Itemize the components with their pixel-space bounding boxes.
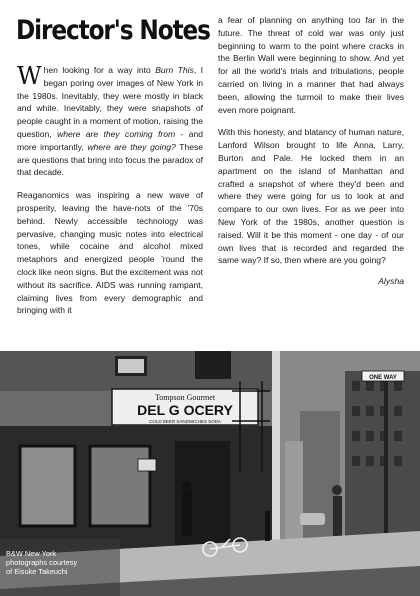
reaganomics-paragraph: Reaganomics was inspiring a new wave of prosperity, leaving the have-nots of the '70s behind. Newly accessible technology was pervasive, changing music notes into electrical tones, while cocaine and alcohol mixed metaphors and energized people 'round the clock like neon signs. But the excitement was not without its sacrifice. AIDS was running rampant, claiming lives from every demographic and bringing with it — [17, 190, 203, 316]
honesty-paragraph: With this honesty, and blatancy of human nature, Lanford Wilson brought to life Anna, Larry, Burton and Pale. He locked them in an apartment on the island of Manhattan and crafted a snapshot of where they'd been and where they were going for us to look at and compare to our own lives. For as we peer into New York of the 1980s, another question is raised. Will it be this moment - one day - of our own lives that is recorded and regarded the same way? If so, then where are you going? — [218, 127, 404, 266]
svg-text:ONE WAY: ONE WAY — [369, 375, 397, 381]
right-column — [218, 14, 404, 288]
drop-cap: W — [17, 62, 42, 90]
page-title: Director's Notes — [16, 15, 210, 46]
street-pole — [384, 371, 388, 561]
play-title: Burn This — [155, 65, 194, 75]
sign-sub-text: COLD BEER SANDWICHES SODA — [149, 419, 221, 424]
shop-window-left — [20, 446, 75, 526]
sign-top-text: Tompson Gourmet — [154, 393, 216, 402]
left-column — [17, 64, 203, 327]
photo-credit: B&W New York photographs courtesy of Eisuke Takeuchi — [6, 549, 78, 576]
shop-window-center — [90, 446, 150, 526]
sign-main-text: DEL G OCERY — [137, 402, 233, 418]
cold-war-paragraph: a fear of planning on anything too far in the future. The threat of cold war was only just beginning to warm to the point where cracks in the Berlin Wall were beginning to show. And yet for all the world's trials and tribulations, people carried on living in a manner that had always been, allowing the turmoil to make their lives even more poignant. — [218, 15, 404, 115]
author-signature: Alysha — [378, 276, 404, 287]
intro-paragraph: When looking for a way into Burn This, I began poring over images of New York in the 1980s. Inevitably, they were mostly in black and white. Inevitably, they were snapshots of people caught in a moment of motion, raising the question, where are they coming from - and more importantly, where are they going? These are questions that bring into focus the paradox of that decade. — [17, 62, 204, 178]
